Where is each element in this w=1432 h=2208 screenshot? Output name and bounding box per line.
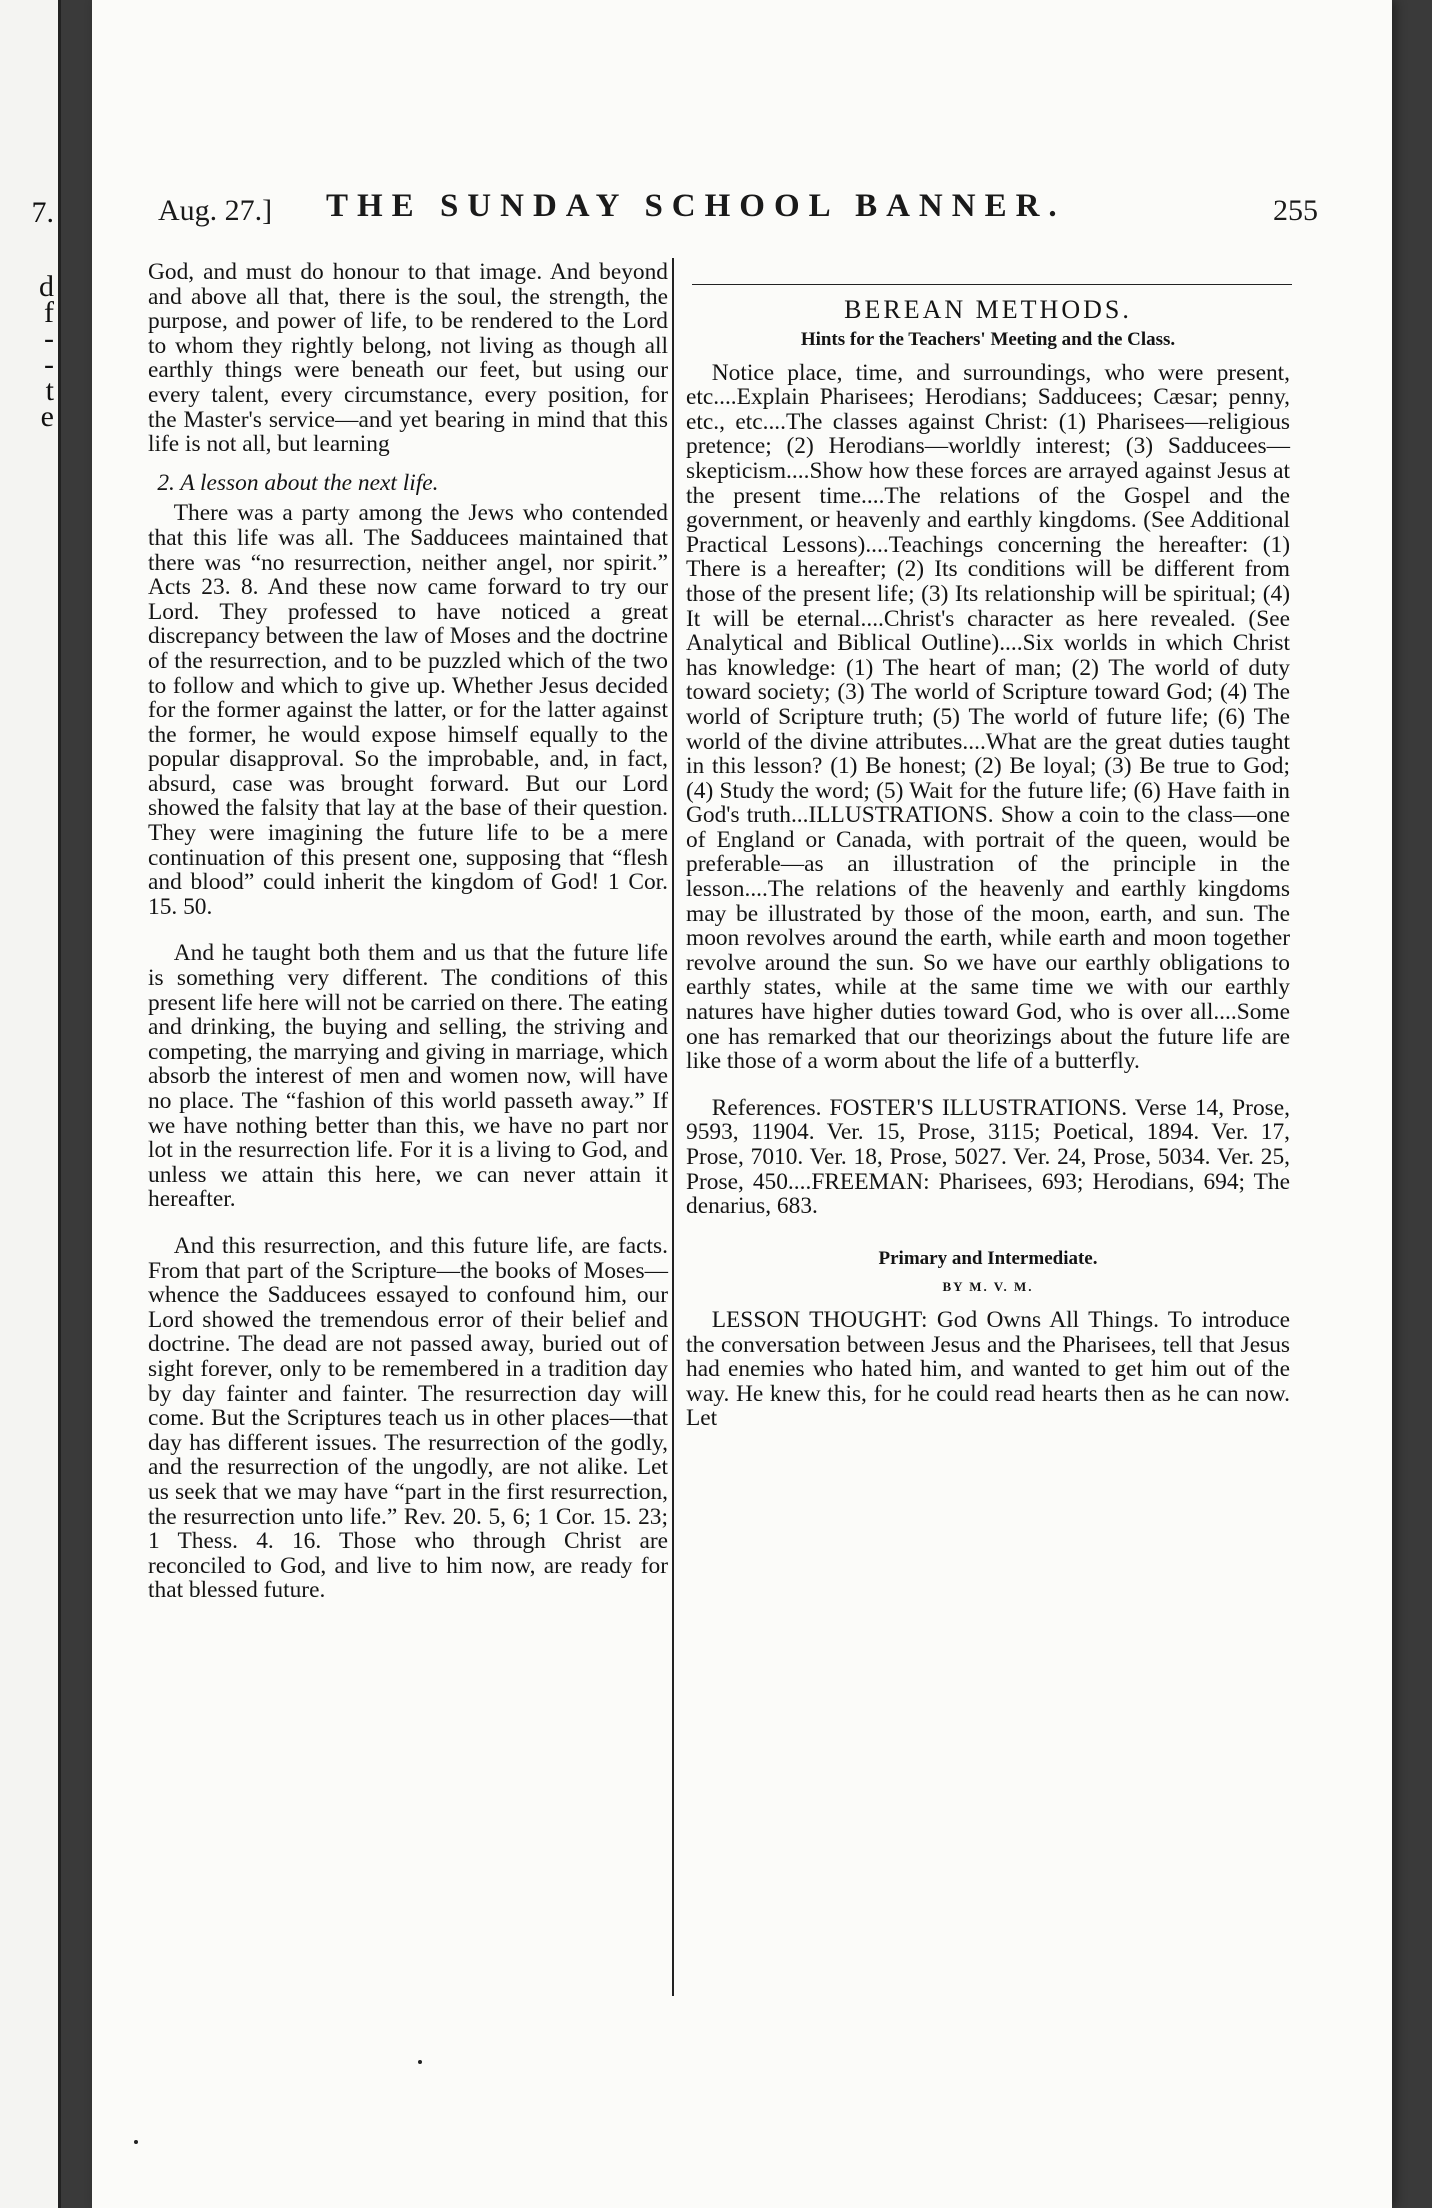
print-speck bbox=[418, 2060, 422, 2064]
paragraph: There was a party among the Jews who contended that this life was all. The Sadducees maintained that there was “no resurrection, neither angel, nor spirit.” Acts 23. 8. And these now came forward to try our Lord. They professed to have noticed a great discrepancy between the law of Moses and the doctrine of the resurrection, and to be puzzled which of the two to follow and which to give up. Whether Jesus decided for the former against the latter, or for the latter against the former, he would expose himself equally to the popular disapproval. So the improbable, and, in fact, absurd, case was brought forward. But our Lord showed the falsity that lay at the base of their question. They were imagining the future life to be a mere continuation of this present one, supposing that “flesh and blood” could inherit the kingdom of God! 1 Cor. 15. 50. bbox=[148, 500, 668, 920]
margin-mark: 7. bbox=[31, 196, 54, 229]
references: References. FOSTER'S ILLUSTRATIONS. Verse 14, Prose, 9593, 11904. Ver. 15, Prose, 3115; Poetical, 1894. Ver. 17, Prose, 7010. Ver. 18, Prose, 5027. Ver. 24, Prose, 5034. Ver. 25, Prose, 450....FREEMAN: Pharisees, 693; Herodians, 694; The denarius, 683. bbox=[686, 1094, 1290, 1220]
issue-date: Aug. 27.] bbox=[158, 194, 273, 227]
margin-mark: e bbox=[40, 400, 54, 433]
paragraph: Notice place, time, and surroundings, who were present, etc....Explain Pharisees; Herodians; Sadducees; Cæsar; penny, etc., etc....The classes against Christ: (1) Pharisees—religious pretence; (2) Herodians—worldly interest; (3) Sadducees—skepticism....Show how these forces are arrayed against Jesus at the present time....The relations of the Gospel and the government, or heavenly and earthly kingdoms. (See Additional Practical Lessons)....Teachings concerning the hereafter: (1) There is a hereafter; (2) Its conditions will be different from those of the present life; (3) Its relationship will be spiritual; (4) It will be eternal....Christ's character as here revealed. (See Analytical and Biblical Outline)....Six worlds in which Christ has knowledge: (1) The heart of man; (2) The world of duty toward society; (3) The world of Scripture toward God; (4) The world of Scripture truth; (5) The world of future life; (6) The world of the divine attributes....What are the great duties taught in this lesson? (1) Be honest; (2) Be loyal; (3) Be true to God; (4) Study the word; (5) Wait for the future life; (6) Have faith in God's truth...ILLUSTRATIONS. Show a coin to the class—one of England or Canada, with portrait of the queen, would be preferable—as an illustration of the principle in the lesson....The relations of the heavenly and earthly kingdoms may be illustrated by those of the moon, earth, and sun. The moon revolves around the earth, while earth and moon together revolve around the sun. So we have our earthly obligations to earthly states, while at the same time we with our earthly natures have higher duties toward God, who is over all....Some one has remarked that our theorizings about the future life are like those of a worm about the life of a butterfly. bbox=[686, 359, 1290, 1075]
section-title: Primary and Intermediate. bbox=[878, 1247, 1098, 1269]
byline: BY M. V. M. bbox=[942, 1279, 1034, 1295]
adjacent-page-edge bbox=[0, 0, 61, 2208]
margin-mark: f bbox=[44, 296, 54, 329]
page-header bbox=[158, 188, 1318, 248]
paragraph: LESSON THOUGHT: God Owns All Things. To introduce the conversation between Jesus and the Pharisees, tell that Jesus had enemies who hated him, and wanted to get him out of the way. He knew this, for he could read hearts then as he can now. Let bbox=[686, 1306, 1290, 1432]
document-page bbox=[92, 0, 1392, 2208]
margin-mark: t bbox=[45, 374, 54, 407]
right-column bbox=[686, 292, 1290, 1431]
section-subtitle: Hints for the Teachers' Meeting and the Class. bbox=[800, 328, 1176, 350]
page-number: 255 bbox=[1273, 194, 1318, 227]
print-speck bbox=[134, 2140, 138, 2144]
subheading: 2. A lesson about the next life. bbox=[157, 469, 439, 496]
paragraph: God, and must do honour to that image. And beyond and above all that, there is the soul, the strength, the purpose, and power of life, to be rendered to the Lord to whom they rightly belong, not living as though all earthly things were beneath our feet, but using our every talent, every circumstance, every position, for the Master's service—and yet bearing in mind that this life is not all, but learning bbox=[148, 259, 668, 458]
header-rule bbox=[692, 284, 1292, 285]
column-divider bbox=[672, 258, 674, 1996]
paragraph: And he taught both them and us that the future life is something very different. The conditions of this present life here will not be carried on there. The eating and drinking, the buying and selling, the striving and competing, the marrying and giving in marriage, which absorb the interest of men and women now, will have no place. The “fashion of this world passeth away.” If we have nothing better than this, we have no part nor lot in the resurrection life. For it is a living to God, and unless we attain this here, we can never attain it hereafter. bbox=[148, 940, 668, 1213]
margin-mark: d bbox=[39, 270, 54, 303]
left-column bbox=[148, 260, 668, 1603]
section-title: BEREAN METHODS. bbox=[844, 295, 1132, 324]
publication-title: THE SUNDAY SCHOOL BANNER. bbox=[326, 188, 1066, 224]
margin-mark: - bbox=[44, 322, 54, 355]
paragraph: And this resurrection, and this future life, are facts. From that part of the Scripture—the books of Moses—whence the Sadducees essayed to confound him, our Lord showed the tremendous error of their belief and doctrine. The dead are not passed away, buried out of sight forever, only to be remembered in a tradition day by day fainter and fainter. The resurrection day will come. But the Scriptures teach us in other places—that day has different issues. The resurrection of the godly, and the resurrection of the ungodly, are not alike. Let us seek that we may have “part in the first resurrection, the resurrection unto life.” Rev. 20. 5, 6; 1 Cor. 15. 23; 1 Thess. 4. 16. Those who through Christ are reconciled to God, and live to him now, are ready for that blessed future. bbox=[148, 1232, 668, 1604]
margin-mark: - bbox=[44, 348, 54, 381]
